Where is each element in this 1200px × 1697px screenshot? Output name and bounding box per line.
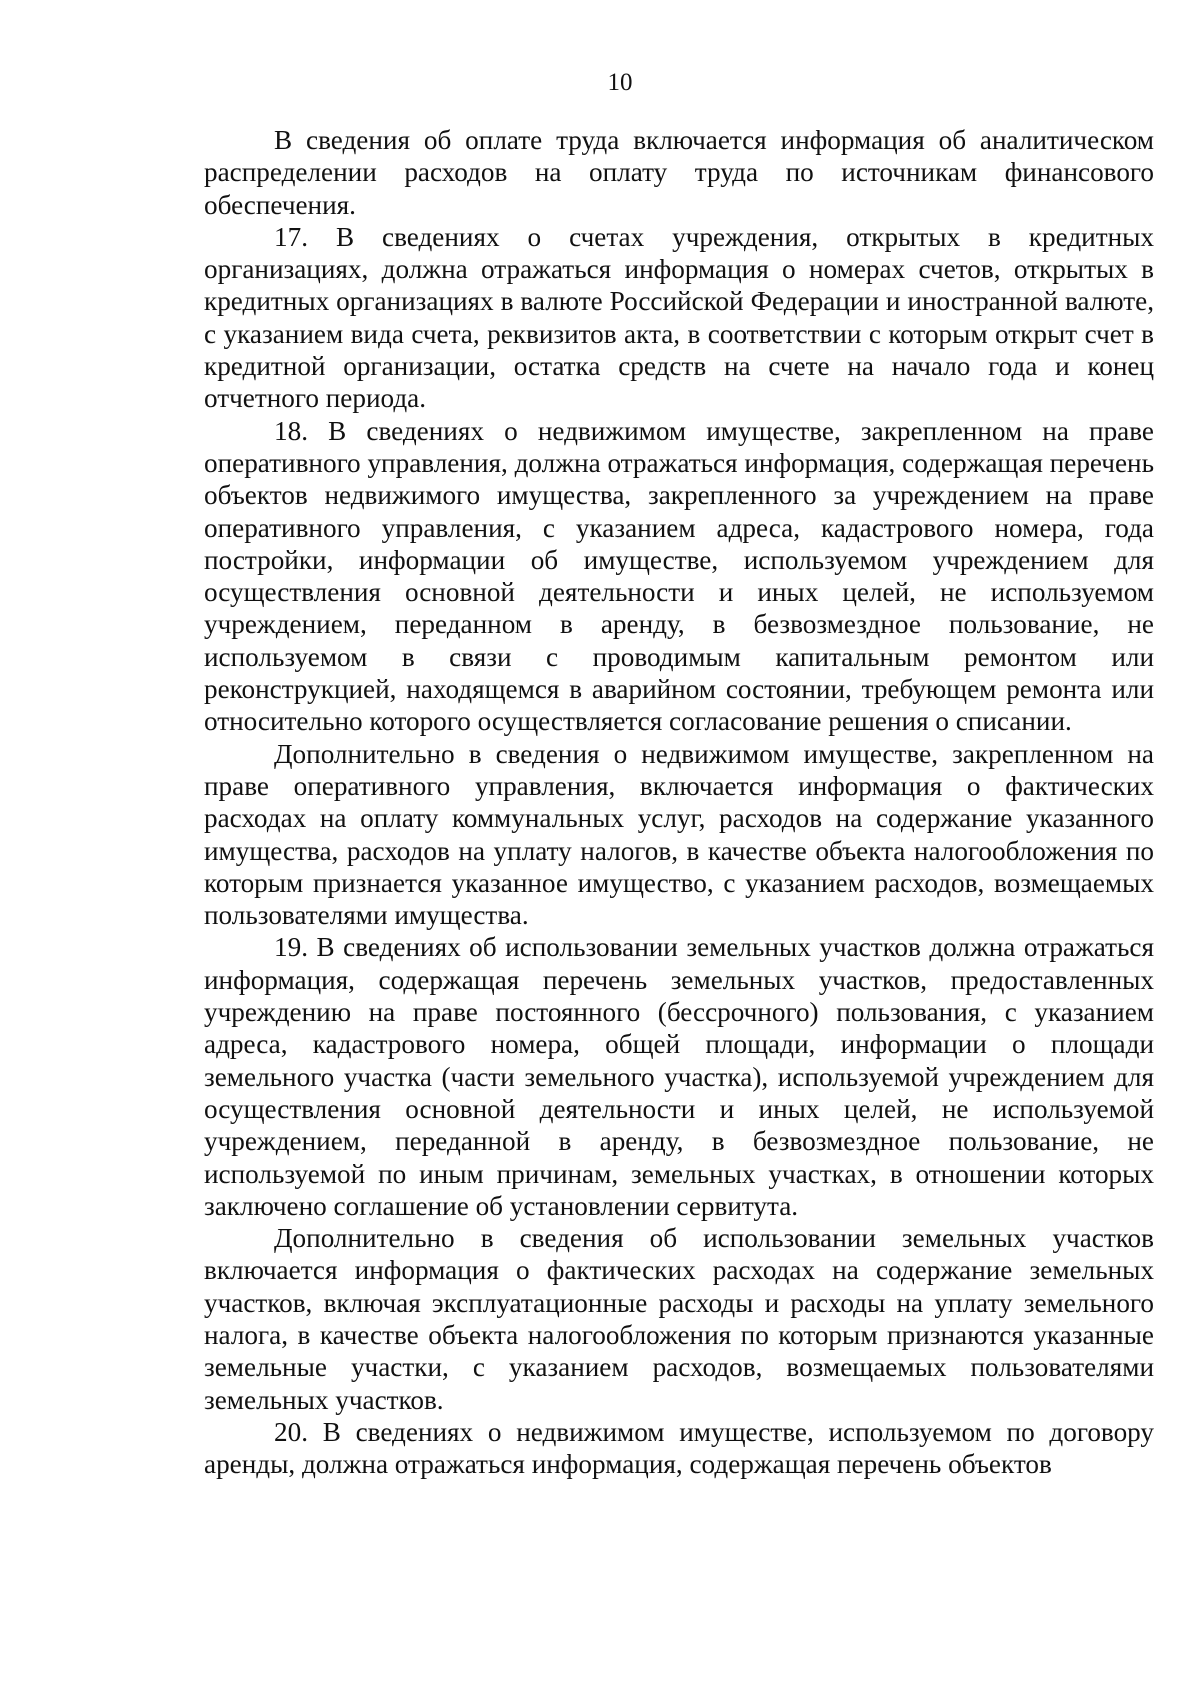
paragraph-real-estate-expenses: Дополнительно в сведения о недвижимом имуществе, закрепленном на праве оперативного управления, включается информация о фактических расходах на оплату коммунальных услуг, расходов на содержание указанного имущества, расходов на уплату налогов, в качестве объекта налогообложения по которым признается указанное имущество, с указанием расходов, возмещаемых пользователями имущества. — [204, 738, 1154, 931]
paragraph-19-land-plots: 19. В сведениях об использовании земельных участков должна отражаться информация, содержащая перечень земельных участков, предоставленных учреждению на праве постоянного (бессрочного) пользования, с указанием адреса, кадастрового номера, общей площади, информации о площади земельного участка (части земельного участка), используемой учреждением для осуществления основной деятельности и иных целей, не используемой учреждением, переданной в аренду, в безвозмездное пользование, не используемой по иным причинам, земельных участках, в отношении которых заключено соглашение об установлении сервитута. — [204, 932, 1154, 1221]
page-number: 10 — [607, 69, 633, 96]
paragraph-salary-info: В сведения об оплате труда включается информация об аналитическом распределении расходов на оплату труда по источникам финансового обеспечения. — [204, 125, 1154, 220]
paragraph-18-real-estate: 18. В сведениях о недвижимом имуществе, закрепленном на праве оперативного управления, должна отражаться информация, содержащая перечень объектов недвижимого имущества, закрепленного за учреждением на праве оперативного управления, с указанием адреса, кадастрового номера, года постройки, информации об имуществе, используемом учреждением для осуществления основной деятельности и иных целей, не используемом учреждением, переданном в аренду, в безвозмездное пользование, не используемом в связи с проводимым капитальным ремонтом или реконструкцией, находящемся в аварийном состоянии, требующем ремонта или относительно которого осуществляется согласование решения о списании. — [204, 415, 1154, 737]
paragraph-20-leased-property: 20. В сведениях о недвижимом имуществе, используемом по договору аренды, должна отражаться информация, содержащая перечень объектов — [204, 1416, 1154, 1480]
paragraph-17-accounts: 17. В сведениях о счетах учреждения, открытых в кредитных организациях, должна отражаться информация о номерах счетов, открытых в кредитных организациях в валюте Российской Федерации и иностранной валюте, с указанием вида счета, реквизитов акта, в соответствии с которым открыт счет в кредитной организации, остатка средств на счете на начало года и конец отчетного периода. — [204, 221, 1154, 414]
paragraph-land-expenses: Дополнительно в сведения об использовании земельных участков включается информация о фактических расходах на содержание земельных участков, включая эксплуатационные расходы и расходы на уплату земельного налога, в качестве объекта налогообложения по которым признаются указанные земельные участки, с указанием расходов, возмещаемых пользователями земельных участков. — [204, 1223, 1154, 1415]
document-body — [204, 124, 1154, 1480]
